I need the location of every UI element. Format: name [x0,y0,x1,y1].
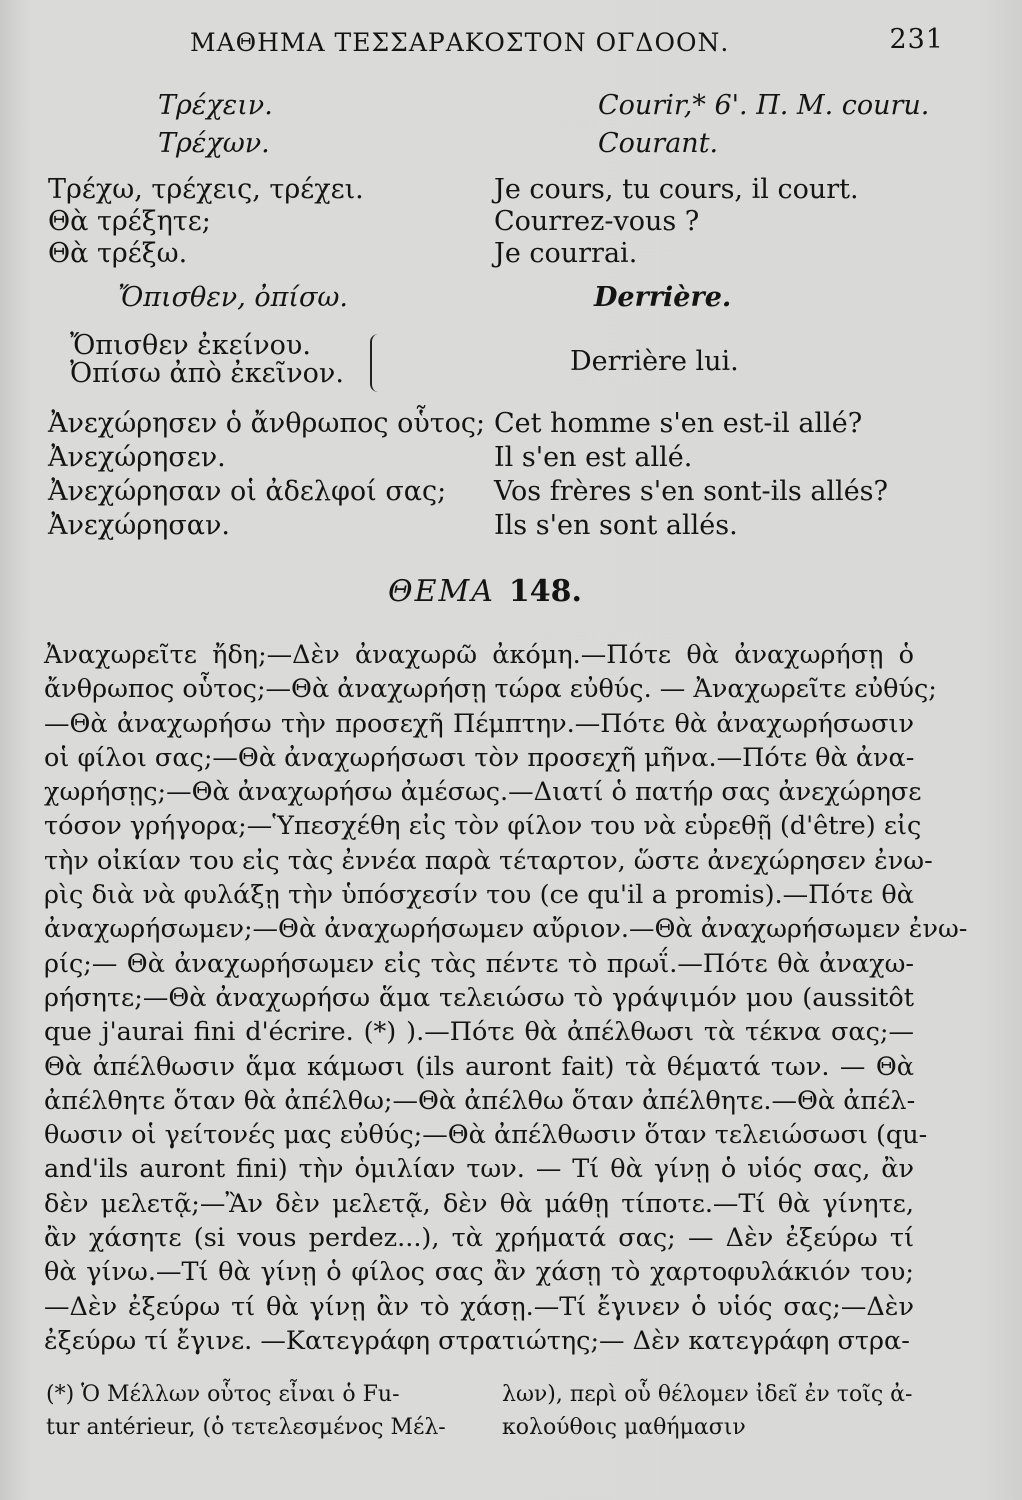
exercise-line: ἀπέλθητε ὅταν θὰ ἀπέλθω;—Θὰ ἀπέλθω ὅταν ἀπέλθητε.—Θὰ ἀπέλ- [44,1085,916,1116]
exercise-line: que j'aurai fini d'écrire. (*) ).—Πότε θὰ ἀπέλθωσι τὰ τέκνα σας;— [44,1017,914,1048]
vocab-greek: Ἀνεχώρησαν. [48,510,230,541]
theme-word: ΘΕΜΑ [388,574,495,609]
vocab-french: Il s'en est allé. [494,442,693,473]
vocab-french: Ils s'en sont allés. [494,510,738,541]
footnote-line: tur antérieur, (ὁ τετελεσμένος Μέλ- [46,1415,446,1440]
exercise-line: Θὰ ἀπέλθωσιν ἅμα κάμωσι (ils auront fait) τὰ θέματά των. — Θὰ [44,1051,914,1082]
exercise-line: —Δὲν ἐξεύρω τί θὰ γίνῃ ἂν τὸ χάσῃ.—Τί ἔγινεν ὁ υἱός σας;—Δὲν [44,1291,914,1322]
running-header [190,24,950,64]
vocab-greek: Ἀνεχώρησαν οἱ ἀδελφοί σας; [48,476,447,507]
exercise-line: ἐξεύρω τί ἔγινε. —Κατεγράφη στρατιώτης;— Δὲν κατεγράφη στρα- [44,1325,910,1356]
exercise-line: and'ils auront fini) τὴν ὁμιλίαν των. — Τί θὰ γίνῃ ὁ υἱός σας, ἂν [44,1154,914,1185]
footnote-right [502,1378,932,1444]
exercise-line: τὴν οἰκίαν του εἰς τὰς ἐννέα παρὰ τέταρτον, ὥστε ἀνεχώρησεν ἐνω- [44,845,933,876]
vocab-french: Derrière. [594,282,732,313]
vocab-greek: Ἀνεχώρησεν. [48,442,226,473]
vocab-french: Courir,* 6'. Π. Μ. couru. [598,90,930,121]
exercise-line: ἄνθρωπος οὗτος;—Θὰ ἀναχωρήσῃ τώρα εὐθύς. — Ἀναχωρεῖτε εὐθύς; [44,674,937,705]
exercise-line: δὲν μελετᾷ;—Ἂν δὲν μελετᾷ, δὲν θὰ μάθῃ τίποτε.—Τί θὰ γίνητε, [44,1188,914,1219]
grouping-brace [370,334,386,392]
exercise-line: Ἀναχωρεῖτε ἤδη;—Δὲν ἀναχωρῶ ἀκόμη.—Πότε θὰ ἀναχωρήσῃ ὁ [44,640,914,670]
vocab-greek: Ὄπισθεν ἐκείνου. [70,330,311,361]
exercise-paragraph [44,638,968,1358]
exercise-line: θωσιν οἱ γείτονές μας εὐθύς;—Θὰ ἀπέλθωσιν ὅταν τελειώσωσι (qu- [44,1120,928,1151]
theme-heading [388,574,582,609]
footnote-line: (*) Ὁ Μέλλων οὗτος εἶναι ὁ Fu- [46,1382,400,1407]
vocab-french: Courrez-vous ? [494,206,700,237]
theme-number: 148. [508,574,582,609]
exercise-line: τόσον γρήγορα;—Ὑπεσχέθη εἰς τὸν φίλον του νὰ εὑρεθῇ (d'être) εἰς [44,811,922,842]
footnote-line: κολούθοις μαθήμασιν [502,1415,746,1440]
chapter-title: ΜΑΘΗΜΑ ΤΕΣΣΑΡΑΚΟΣΤΟΝ ΟΓΔΟΟΝ. [190,28,730,57]
exercise-line: ἂν χάσητε (si vous perdez...), τὰ χρήματά σας; — Δὲν ἐξεύρω τί [44,1223,914,1254]
vocab-french: Vos frères s'en sont-ils allés? [494,476,889,507]
vocab-greek: Ὀπίσω ἀπὸ ἐκεῖνον. [70,358,344,389]
page-number: 231 [889,24,944,55]
vocab-greek: Ὄπισθεν, ὀπίσω. [118,282,349,313]
vocab-greek: Τρέχω, τρέχεις, τρέχει. [48,174,364,205]
vocab-greek: Θὰ τρέξω. [48,238,188,269]
exercise-line: ρίς;— Θὰ ἀναχωρήσωμεν εἰς τὰς πέντε τὸ πρωΐ.—Πότε θὰ ἀναχω- [44,948,914,979]
exercise-line: χωρήσῃς;—Θὰ ἀναχωρήσω ἀμέσως.—Διατί ὁ πατήρ σας ἀνεχώρησε [44,777,922,808]
vocab-french: Derrière lui. [570,346,739,377]
footnote-left [46,1378,476,1444]
vocab-french: Cet homme s'en est-il allé? [494,408,863,439]
vocab-french: Je cours, tu cours, il court. [494,174,859,205]
vocab-greek: Ἀνεχώρησεν ὁ ἄνθρωπος οὗτος; [48,408,486,439]
exercise-line: θὰ γίνω.—Τί θὰ γίνῃ ὁ φίλος σας ἂν χάσῃ τὸ χαρτοφυλάκιόν του; [44,1257,914,1288]
vocab-greek: Θὰ τρέξητε; [48,206,211,237]
exercise-line: οἱ φίλοι σας;—Θὰ ἀναχωρήσωσι τὸν προσεχῆ μῆνα.—Πότε θὰ ἀνα- [44,742,915,773]
vocab-greek: Τρέχων. [158,128,270,159]
vocab-french: Je courrai. [494,238,638,269]
exercise-line: ρὶς διὰ νὰ φυλάξῃ τὴν ὑπόσχεσίν του (ce qu'il a promis).—Πότε θὰ [44,880,914,911]
vocab-greek: Τρέχειν. [158,90,273,121]
exercise-line: ρήσητε;—Θὰ ἀναχωρήσω ἅμα τελειώσω τὸ γράψιμόν μου (aussitôt [44,982,914,1013]
exercise-line: —Θὰ ἀναχωρήσω τὴν προσεχῆ Πέμπτην.—Πότε θὰ ἀναχωρήσωσιν [44,708,914,739]
exercise-line: ἀναχωρήσωμεν;—Θὰ ἀναχωρήσωμεν αὔριον.—Θὰ ἀναχωρήσωμεν ἐνω- [44,914,968,945]
footnote-line: λων), περὶ οὗ θέλομεν ἰδεῖ ἐν τοῖς ἀ- [502,1382,913,1407]
vocab-french: Courant. [598,128,719,159]
